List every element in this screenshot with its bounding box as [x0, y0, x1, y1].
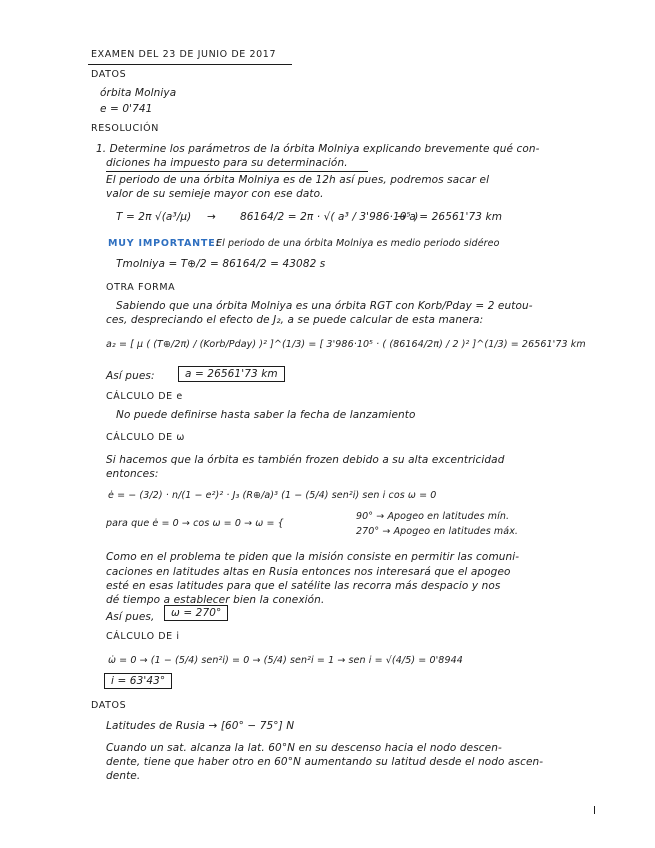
calculo-w-line-1: Si hacemos que la órbita es también frozen debido a su alta excentricidad — [106, 454, 505, 466]
calculo-w-paragraph-line-1: Como en el problema te piden que la misión consiste en permitir las comuni- — [106, 551, 520, 563]
datos-eccentricity: e = 0'741 — [100, 103, 153, 115]
otra-forma-line-2: ces, despreciando el efecto de J₂, a se puede calcular de esta manera: — [106, 314, 484, 326]
equation-period: T = 2π √(a³/μ) — [116, 211, 192, 223]
omega-option-270: 270° → Apogeo en latitudes máx. — [356, 526, 519, 537]
datos-heading: DATOS — [91, 69, 127, 80]
otra-forma-conclusion-label: Así pues: — [106, 370, 155, 382]
calculo-w-paragraph-line-2: caciones en latitudes altas en Rusia entonces nos interesará que el apogeo — [106, 566, 511, 578]
equation-period-values: 86164/2 = 2π · √( a³ / 3'986·10⁵ ) — [240, 211, 419, 223]
calculo-w-result-label: Así pues, — [106, 611, 155, 623]
exam-title: EXAMEN DEL 23 DE JUNIO DE 2017 — [91, 49, 277, 60]
resolucion-heading: RESOLUCIÓN — [91, 123, 159, 134]
omega-result-box: ω = 270° — [164, 605, 228, 621]
calculo-w-heading: CÁLCULO DE ω — [106, 432, 185, 443]
inclination-result-box: i = 63'43° — [104, 673, 172, 689]
datos-2-line-4: dente. — [106, 770, 141, 782]
equation-arrow: → — [207, 211, 216, 223]
otra-forma-heading: OTRA FORMA — [106, 282, 176, 293]
datos-2-heading: DATOS — [91, 700, 127, 711]
calculo-w-line-2: entonces: — [106, 468, 159, 480]
equation-rgt-semimajor-axis: a₂ = [ μ ( (T⊕/2π) / (Korb/Pday) )² ]^(1/3) = [ 3'986·10⁵ · ( (86164/2π) / 2 )² ]^(1/3) = 26561'73 km — [106, 339, 586, 350]
equation-inclination: ω̇ = 0 → (1 − (5/4) sen²i) = 0 → (5/4) sen²i = 1 → sen i = √(4/5) = 0'8944 — [108, 655, 463, 666]
otra-forma-result-box: a = 26561'73 km — [178, 366, 285, 382]
omega-condition: para que ė = 0 → cos ω = 0 → ω = { — [106, 518, 284, 529]
important-label: MUY IMPORTANTE: — [108, 238, 221, 249]
datos-2-line-3: dente, tiene que haber otro en 60°N aumentando su latitud desde el nodo ascen- — [106, 756, 544, 768]
datos-2-latitudes: Latitudes de Rusia → [60° − 75°] N — [106, 720, 295, 732]
calculo-e-heading: CÁLCULO DE e — [106, 391, 183, 402]
calculo-i-heading: CÁLCULO DE i — [106, 631, 180, 642]
pen-mark — [594, 806, 595, 814]
equation-tmolniya: Tmolniya = T⊕/2 = 86164/2 = 43082 s — [116, 258, 326, 270]
datos-orbit: órbita Molniya — [100, 87, 177, 99]
question-underline — [106, 171, 368, 172]
omega-option-90: 90° → Apogeo en latitudes mín. — [356, 511, 510, 522]
important-text: El periodo de una órbita Molniya es medio periodo sidéreo — [216, 238, 500, 249]
equation-semimajor-axis: → a = 26561'73 km — [397, 211, 503, 223]
title-underline — [88, 64, 292, 65]
period-paragraph-line-1: El periodo de una órbita Molniya es de 12h así pues, podremos sacar el — [106, 174, 490, 186]
calculo-w-paragraph-line-4: dé tiempo a establecer bien la conexión. — [106, 594, 325, 606]
question-1-line-2: diciones ha impuesto para su determinación. — [106, 157, 348, 169]
question-1-line-1: 1. Determine los parámetros de la órbita Molniya explicando brevemente qué con- — [96, 143, 540, 155]
equation-e-dot: ė = − (3/2) · n/(1 − e²)² · J₃ (R⊕/a)³ (1 − (5/4) sen²i) sen i cos ω = 0 — [108, 490, 437, 501]
datos-2-line-2: Cuando un sat. alcanza la lat. 60°N en su descenso hacia el nodo descen- — [106, 742, 502, 754]
calculo-e-text: No puede definirse hasta saber la fecha de lanzamiento — [116, 409, 416, 421]
otra-forma-line-1: Sabiendo que una órbita Molniya es una órbita RGT con Korb/Pday = 2 eutou- — [116, 300, 533, 312]
calculo-w-paragraph-line-3: esté en esas latitudes para que el satélite las recorra más despacio y nos — [106, 580, 501, 592]
period-paragraph-line-2: valor de su semieje mayor con ese dato. — [106, 188, 324, 200]
